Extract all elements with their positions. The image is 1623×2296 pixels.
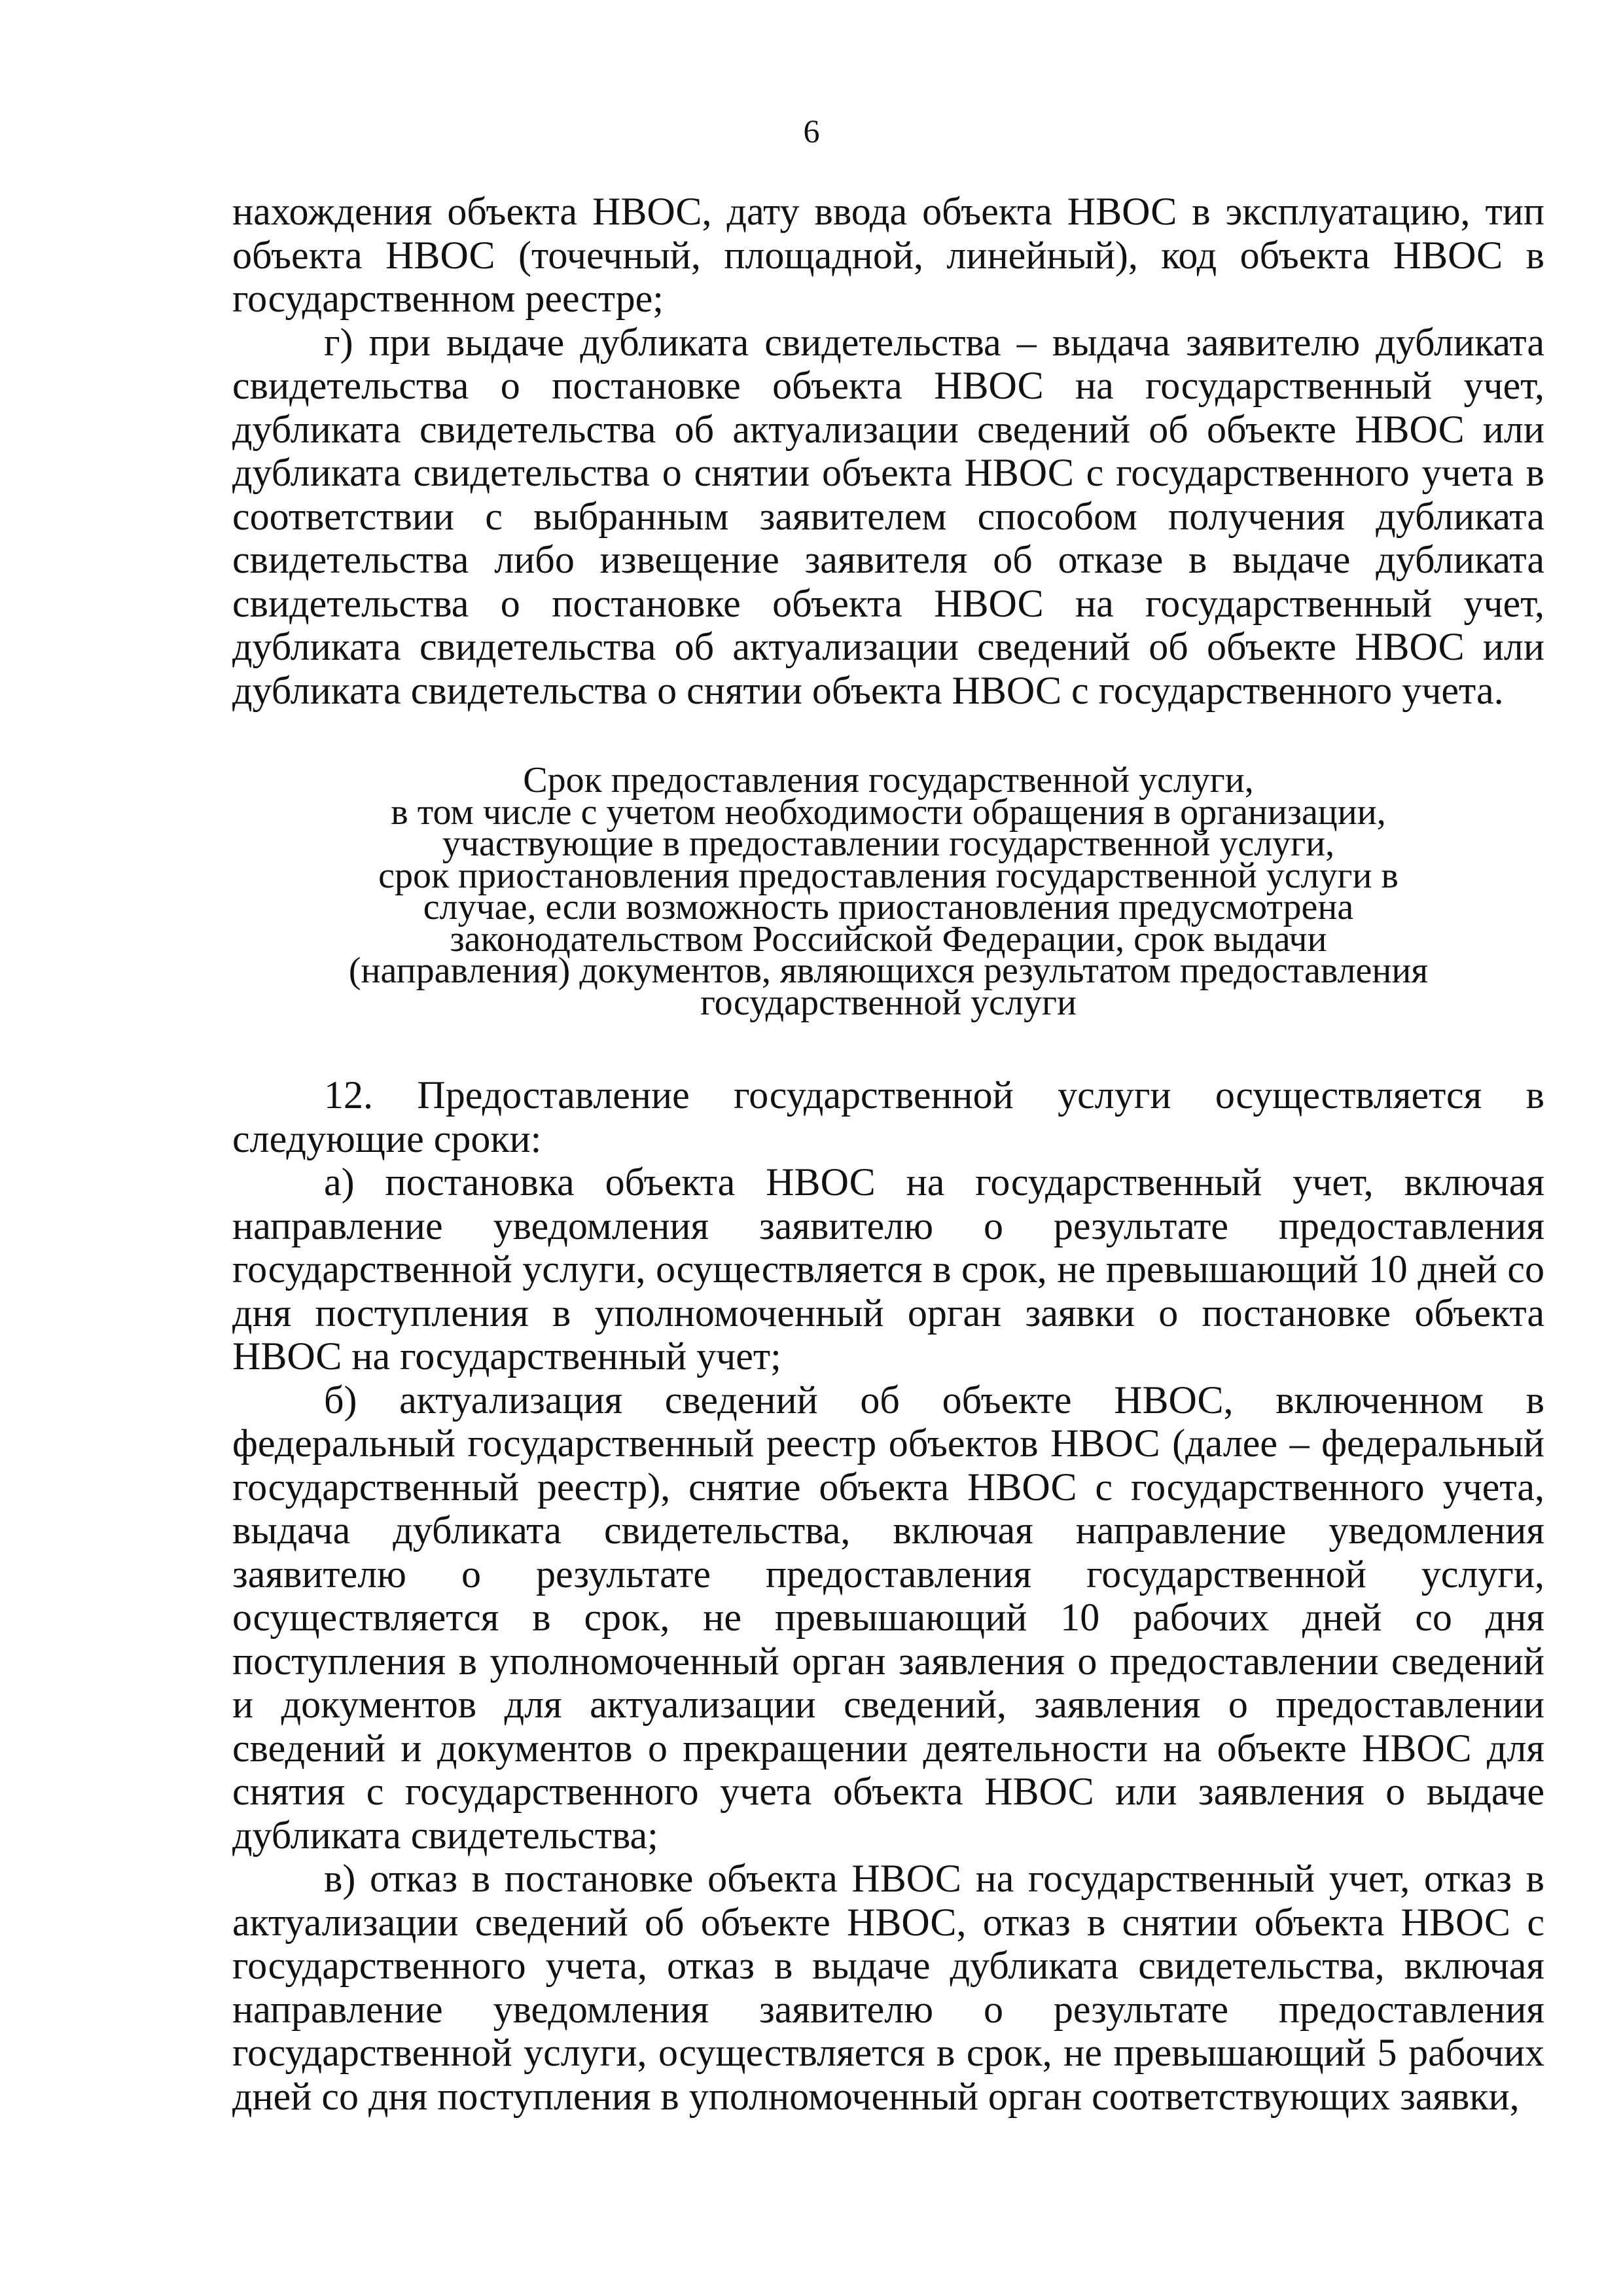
heading-line: срок приостановления предоставления государственной услуги в: [378, 855, 1399, 896]
text-block-top: [232, 190, 1544, 712]
section-heading: [232, 760, 1544, 1023]
paragraph-continuation: нахождения объекта НВОС, дату ввода объекта НВОС в эксплуатацию, тип объекта НВОС (точечный, площадной, линейный), код объекта НВОС в государственном реестре;: [232, 190, 1544, 320]
paragraph-v: в) отказ в постановке объекта НВОС на государственный учет, отказ в актуализации сведений об объекте НВОС, отказ в снятии объекта НВОС с государственного учета, отказ в выдаче дубликата свидетельства, включая направление уведомления заявителю о результате предоставления государственной услуги, осуществляется в срок, не превышающий 5 рабочих дней со дня поступления в уполномоченный орган соответствующих заявки,: [232, 1857, 1544, 2118]
heading-line: в том числе с учетом необходимости обращения в организации,: [391, 791, 1386, 833]
heading-line: Срок предоставления государственной услуги,: [523, 760, 1254, 800]
paragraph-a: а) постановка объекта НВОС на государственный учет, включая направление уведомления заявителю о результате предоставления государственной услуги, осуществляется в срок, не превышающий 10 дней со дня поступления в уполномоченный орган заявки о постановке объекта НВОС на государственный учет;: [232, 1160, 1544, 1378]
heading-line: (направления) документов, являющихся результатом предоставления: [348, 950, 1429, 991]
heading-line: законодательством Российской Федерации, срок выдачи: [450, 918, 1327, 960]
heading-line: участвующие в предоставлении государственной услуги,: [442, 823, 1335, 864]
page-number: 6: [803, 113, 820, 149]
heading-line: случае, если возможность приостановления предусмотрена: [423, 887, 1354, 927]
paragraph-b: б) актуализация сведений об объекте НВОС, включенном в федеральный государственный реестр объектов НВОС (далее – федеральный государственный реестр), снятие объекта НВОС с государственного учета, выдача дубликата свидетельства, включая направление уведомления заявителю о результате предоставления государственной услуги, осуществляется в срок, не превышающий 10 рабочих дней со дня поступления в уполномоченный орган заявления о предоставлении сведений и документов для актуализации сведений, заявления о предоставлении сведений и документов о прекращении деятельности на объекте НВОС для снятия с государственного учета объекта НВОС или заявления о выдаче дубликата свидетельства;: [232, 1378, 1544, 1857]
heading-line: государственной услуги: [700, 982, 1077, 1023]
text-block-bottom: [232, 1073, 1544, 2118]
paragraph-g: г) при выдаче дубликата свидетельства – выдача заявителю дубликата свидетельства о постановке объекта НВОС на государственный учет, дубликата свидетельства об актуализации сведений об объекте НВОС или дубликата свидетельства о снятии объекта НВОС с государственного учета в соответствии с выбранным заявителем способом получения дубликата свидетельства либо извещение заявителя об отказе в выдаче дубликата свидетельства о постановке объекта НВОС на государственный учет, дубликата свидетельства об актуализации сведений об объекте НВОС или дубликата свидетельства о снятии объекта НВОС с государственного учета.: [232, 320, 1544, 712]
paragraph-12: 12. Предоставление государственной услуги осуществляется в следующие сроки:: [232, 1073, 1544, 1160]
